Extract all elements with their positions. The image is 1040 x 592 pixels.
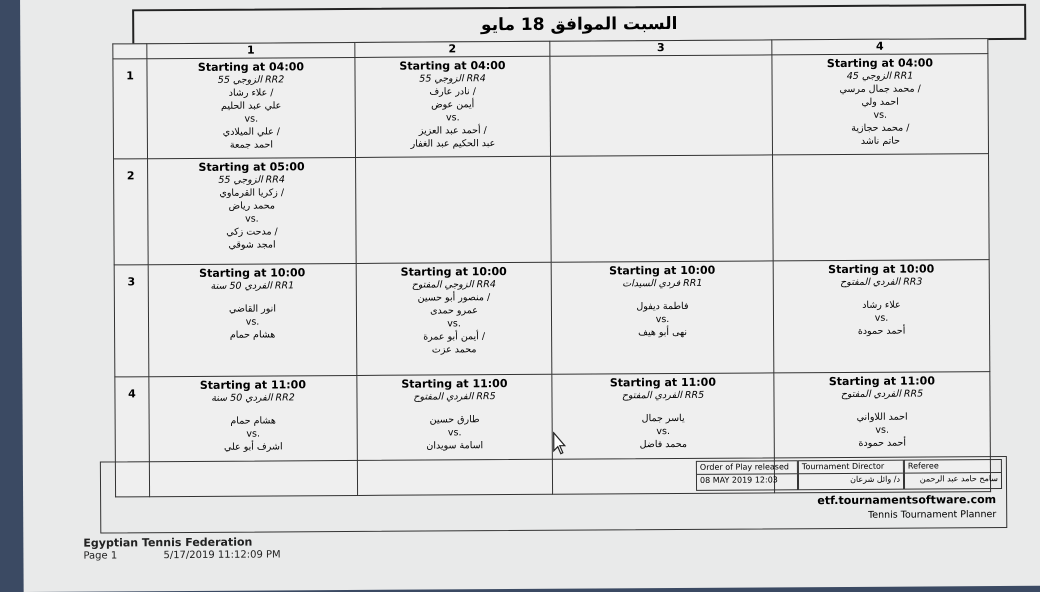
player-name: احمد اللاواني <box>856 411 908 423</box>
match-cell <box>550 55 773 156</box>
schedule-table <box>112 38 991 497</box>
player-name: ياسر جمال <box>641 412 685 425</box>
player-name: طارق حسين <box>429 414 480 426</box>
planner-name: Tennis Tournament Planner <box>868 509 997 521</box>
row-number: 4 <box>115 377 150 497</box>
player-name: فاطمة ديفول <box>636 300 689 313</box>
player-name: امجد شوقي <box>228 239 276 251</box>
versus-label: vs. <box>447 427 462 439</box>
player-name: / زكريا القرماوي <box>219 187 285 199</box>
start-time: Starting at 10:00 <box>199 266 306 280</box>
director-value: د/ وائل شرعان <box>850 474 901 484</box>
player-name: / منصور أبو حسين <box>417 292 491 304</box>
released-box <box>696 460 798 491</box>
match-cell <box>773 260 990 373</box>
versus-label: vs. <box>246 428 261 440</box>
player-name: / محمد جمال مرسي <box>839 83 921 95</box>
match-cell <box>147 57 356 158</box>
site-url: etf.tournamentsoftware.com <box>817 493 997 508</box>
start-time: Starting at 10:00 <box>400 265 507 279</box>
start-time: Starting at 04:00 <box>826 56 934 71</box>
schedule-row <box>114 154 990 265</box>
match-category: RR5 الفردي المفتوح <box>840 388 924 400</box>
player-name: / علي الميلادي <box>222 126 280 138</box>
versus-label: vs. <box>656 426 671 438</box>
player-name: / علاء رشاد <box>228 87 274 99</box>
start-time: Starting at 10:00 <box>609 263 716 278</box>
order-of-play-sheet <box>126 4 1025 529</box>
released-label: Order of Play released <box>697 461 797 475</box>
player-name: أيمن عوض <box>431 99 475 111</box>
player-name: احمد جمعة <box>229 139 274 151</box>
versus-label: vs. <box>875 424 890 436</box>
match-category: RR4 الزوجي 55 <box>419 73 486 85</box>
match-cell <box>551 261 774 374</box>
printed-page <box>20 0 1040 592</box>
player-name: حاتم ناشد <box>860 135 901 147</box>
row-number: 2 <box>114 159 149 265</box>
match-category: RR5 الفردي المفتوح <box>621 389 705 402</box>
versus-label: vs. <box>245 316 260 328</box>
player-name: محمد فاضل <box>639 438 688 451</box>
versus-label: vs. <box>244 113 259 125</box>
player-name: عبد الحكيم عبد الغفار <box>410 138 496 150</box>
court-header: 3 <box>550 40 772 56</box>
match-cell <box>773 154 990 261</box>
director-label: Tournament Director <box>799 461 903 475</box>
mouse-pointer-icon <box>553 432 567 456</box>
versus-label: vs. <box>873 109 888 121</box>
player-name: أحمد حمودة <box>857 325 906 337</box>
player-name: أحمد حمودة <box>858 437 907 449</box>
match-cell <box>772 54 989 155</box>
player-name: محمد عزت <box>431 344 477 356</box>
player-name: / محمد حجازية <box>851 122 910 134</box>
versus-label: vs. <box>655 314 670 326</box>
match-cell <box>551 155 774 262</box>
print-timestamp: 5/17/2019 11:12:09 PM <box>163 549 281 562</box>
referee-value: سامح حامد عبد الرحمن <box>919 474 999 484</box>
referee-label: Referee <box>905 460 1001 474</box>
match-cell <box>148 263 357 376</box>
match-category: RR5 الفردي المفتوح <box>413 391 496 403</box>
versus-label: vs. <box>445 112 460 124</box>
start-time: Starting at 11:00 <box>609 375 716 390</box>
player-name: علي عبد الحليم <box>221 100 282 112</box>
player-name: / أحمد عبد العزيز <box>418 125 487 137</box>
referee-box <box>904 459 1002 490</box>
footer-box <box>100 456 1007 534</box>
start-time: Starting at 11:00 <box>199 378 307 392</box>
match-category: RR1 الزوجي 45 <box>846 70 914 82</box>
start-time: Starting at 04:00 <box>399 59 506 73</box>
match-cell <box>356 262 552 375</box>
player-name: انور القاضي <box>228 303 276 315</box>
schedule-row <box>114 260 990 377</box>
court-header: 4 <box>772 39 988 55</box>
player-name: احمد ولي <box>861 96 899 108</box>
player-name: هشام حمام <box>229 329 276 341</box>
row-number: 1 <box>113 59 148 159</box>
player-name: / أيمن أبو عمرة <box>423 331 486 343</box>
match-category: RR2 الفردي 50 سنة <box>211 392 295 404</box>
released-value: 08 MAY 2019 12:03 <box>699 475 778 485</box>
start-time: Starting at 11:00 <box>401 377 508 391</box>
match-category: RR4 الزوجي 55 <box>218 174 285 186</box>
corner-cell <box>113 44 147 59</box>
versus-label: vs. <box>447 318 461 330</box>
match-category: RR2 الزوجي 55 <box>217 74 285 86</box>
match-category: RR4 الزوجي المفتوح <box>411 279 496 291</box>
page-title: السبت الموافق 18 مايو <box>132 4 1026 45</box>
player-name: هشام حمام <box>230 415 276 427</box>
match-cell <box>148 157 357 264</box>
schedule-row <box>113 54 989 159</box>
versus-label: vs. <box>874 312 889 324</box>
match-cell <box>356 156 552 263</box>
court-header: 2 <box>355 41 550 57</box>
director-box <box>798 460 904 491</box>
player-name: / مدحت زكي <box>226 226 278 238</box>
start-time: Starting at 05:00 <box>198 160 305 174</box>
match-category: RR1 فردي السيدات <box>622 277 703 290</box>
player-name: محمد رياض <box>228 200 276 212</box>
release-info <box>696 459 1002 491</box>
match-category: RR3 الفردي المفتوح <box>840 276 923 288</box>
versus-label: vs. <box>245 213 259 225</box>
organization-name: Egyptian Tennis Federation <box>83 535 253 550</box>
player-name: عمرو حمدى <box>430 305 478 317</box>
start-time: Starting at 04:00 <box>197 60 305 74</box>
player-name: / نادر عارف <box>429 86 476 98</box>
court-header: 1 <box>147 42 355 58</box>
row-number: 3 <box>114 265 149 377</box>
match-category: RR1 الفردي 50 سنة <box>210 280 295 292</box>
page-number: Page 1 <box>83 550 118 562</box>
player-name: نهى أبو هيف <box>638 326 688 339</box>
start-time: Starting at 10:00 <box>828 262 935 277</box>
player-name: اشرف أبو علي <box>223 441 283 453</box>
player-name: علاء رشاد <box>862 299 901 311</box>
start-time: Starting at 11:00 <box>828 374 935 389</box>
match-cell <box>355 56 551 157</box>
player-name: اسامة سويدان <box>426 440 484 452</box>
